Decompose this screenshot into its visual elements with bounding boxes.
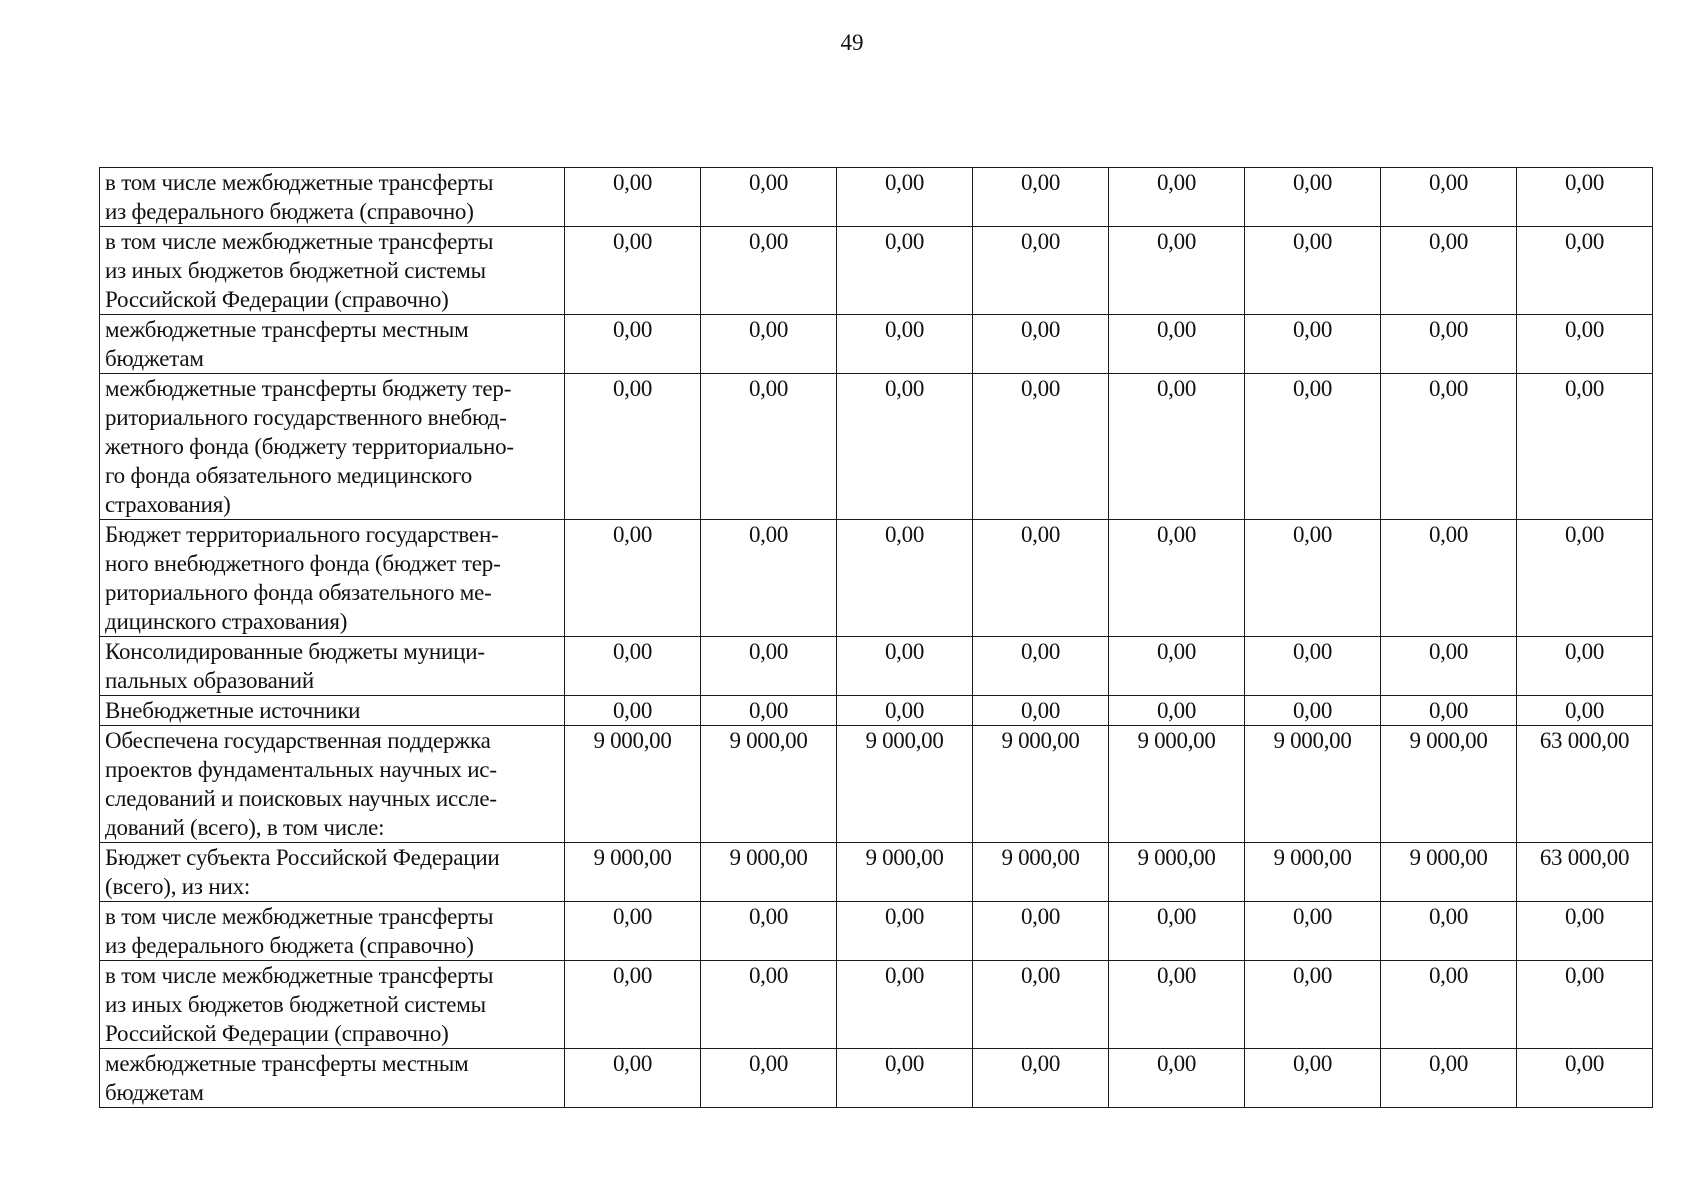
value-cell: 9 000,00 [701, 726, 837, 843]
row-label-line: в том числе межбюджетные трансферты [105, 170, 494, 195]
value-cell: 0,00 [1381, 902, 1517, 961]
value-cell: 0,00 [565, 520, 701, 637]
value-cell: 0,00 [565, 227, 701, 315]
value-cell: 0,00 [701, 168, 837, 227]
value-cell: 0,00 [837, 961, 973, 1049]
value-cell: 0,00 [1245, 374, 1381, 520]
table-row [100, 227, 1653, 315]
value-cell: 0,00 [973, 374, 1109, 520]
row-label-cell [100, 315, 565, 374]
row-label-line: межбюджетные трансферты местным [105, 317, 469, 342]
row-label-line: страхования) [105, 492, 231, 517]
value-cell: 0,00 [701, 374, 837, 520]
value-cell: 0,00 [973, 168, 1109, 227]
value-cell: 0,00 [973, 227, 1109, 315]
row-label-cell [100, 168, 565, 227]
value-cell: 9 000,00 [837, 726, 973, 843]
table-row [100, 520, 1653, 637]
row-label-cell [100, 637, 565, 696]
value-cell: 0,00 [973, 961, 1109, 1049]
value-cell: 9 000,00 [973, 726, 1109, 843]
value-cell: 0,00 [565, 374, 701, 520]
row-label-cell [100, 961, 565, 1049]
value-cell: 9 000,00 [1245, 843, 1381, 902]
value-cell: 0,00 [701, 1049, 837, 1108]
value-cell: 0,00 [1517, 961, 1653, 1049]
value-cell: 0,00 [1517, 637, 1653, 696]
row-label-line: Российской Федерации (справочно) [105, 287, 449, 312]
value-cell: 0,00 [1109, 315, 1245, 374]
row-label-line: межбюджетные трансферты местным [105, 1051, 469, 1076]
row-label-line: бюджетам [105, 346, 204, 371]
row-label-cell [100, 227, 565, 315]
value-cell: 0,00 [973, 696, 1109, 726]
value-cell: 0,00 [701, 227, 837, 315]
value-cell: 9 000,00 [1381, 726, 1517, 843]
table-row [100, 961, 1653, 1049]
value-cell: 0,00 [565, 902, 701, 961]
row-label-line: дований (всего), в том числе: [105, 815, 385, 840]
value-cell: 0,00 [1109, 168, 1245, 227]
value-cell: 9 000,00 [565, 843, 701, 902]
row-label-cell [100, 1049, 565, 1108]
value-cell: 0,00 [1109, 902, 1245, 961]
table-row [100, 726, 1653, 843]
value-cell: 0,00 [1109, 696, 1245, 726]
value-cell: 0,00 [1109, 637, 1245, 696]
value-cell: 0,00 [1245, 168, 1381, 227]
row-label-cell [100, 843, 565, 902]
value-cell: 0,00 [1109, 1049, 1245, 1108]
row-label-cell [100, 520, 565, 637]
row-label-cell [100, 374, 565, 520]
row-label-line: межбюджетные трансферты бюджету тер- [105, 376, 512, 401]
value-cell: 0,00 [701, 315, 837, 374]
table-row [100, 696, 1653, 726]
value-cell: 0,00 [837, 637, 973, 696]
value-cell: 0,00 [1381, 637, 1517, 696]
value-cell: 0,00 [701, 961, 837, 1049]
value-cell: 9 000,00 [837, 843, 973, 902]
value-cell: 0,00 [1109, 227, 1245, 315]
value-cell: 0,00 [837, 227, 973, 315]
row-label-line: риториального фонда обязательного ме- [105, 580, 492, 605]
value-cell: 0,00 [1245, 696, 1381, 726]
value-cell: 0,00 [1517, 315, 1653, 374]
value-cell: 0,00 [1381, 168, 1517, 227]
value-cell: 0,00 [837, 315, 973, 374]
table-row [100, 637, 1653, 696]
table-row [100, 374, 1653, 520]
value-cell: 9 000,00 [1245, 726, 1381, 843]
row-label-line: бюджетам [105, 1080, 204, 1105]
row-label-line: из федерального бюджета (справочно) [105, 933, 474, 958]
value-cell: 0,00 [701, 637, 837, 696]
row-label-line: Бюджет территориального государствен- [105, 522, 499, 547]
value-cell: 0,00 [1517, 168, 1653, 227]
value-cell: 63 000,00 [1517, 726, 1653, 843]
value-cell: 0,00 [837, 1049, 973, 1108]
value-cell: 0,00 [701, 696, 837, 726]
value-cell: 0,00 [1245, 637, 1381, 696]
value-cell: 0,00 [837, 696, 973, 726]
value-cell: 9 000,00 [1109, 843, 1245, 902]
value-cell: 0,00 [1381, 520, 1517, 637]
row-label-line: в том числе межбюджетные трансферты [105, 229, 494, 254]
table-row [100, 315, 1653, 374]
value-cell: 0,00 [1245, 227, 1381, 315]
row-label-line: Внебюджетные источники [105, 698, 361, 723]
value-cell: 0,00 [1517, 520, 1653, 637]
budget-table [99, 167, 1653, 1108]
value-cell: 0,00 [1517, 1049, 1653, 1108]
value-cell: 0,00 [1245, 902, 1381, 961]
value-cell: 0,00 [1245, 315, 1381, 374]
row-label-line: из иных бюджетов бюджетной системы [105, 992, 486, 1017]
row-label-line: пальных образований [105, 668, 314, 693]
value-cell: 0,00 [1109, 961, 1245, 1049]
value-cell: 0,00 [565, 696, 701, 726]
value-cell: 0,00 [837, 902, 973, 961]
value-cell: 0,00 [565, 1049, 701, 1108]
row-label-line: из иных бюджетов бюджетной системы [105, 258, 486, 283]
row-label-line: го фонда обязательного медицинского [105, 463, 473, 488]
value-cell: 0,00 [1245, 961, 1381, 1049]
table-row [100, 843, 1653, 902]
row-label-line: риториального государственного внебюд- [105, 405, 507, 430]
row-label-line: Обеспечена государственная поддержка [105, 728, 491, 753]
row-label-line: проектов фундаментальных научных ис- [105, 757, 497, 782]
value-cell: 0,00 [1517, 902, 1653, 961]
row-label-line: Российской Федерации (справочно) [105, 1021, 449, 1046]
value-cell: 0,00 [1381, 315, 1517, 374]
table-row [100, 902, 1653, 961]
value-cell: 0,00 [1381, 696, 1517, 726]
row-label-cell [100, 726, 565, 843]
value-cell: 0,00 [565, 961, 701, 1049]
value-cell: 9 000,00 [973, 843, 1109, 902]
row-label-line: в том числе межбюджетные трансферты [105, 904, 494, 929]
value-cell: 0,00 [565, 168, 701, 227]
value-cell: 0,00 [973, 315, 1109, 374]
table-row [100, 168, 1653, 227]
table-body [100, 168, 1653, 1108]
value-cell: 0,00 [1109, 374, 1245, 520]
row-label-line: в том числе межбюджетные трансферты [105, 963, 494, 988]
row-label-line: Консолидированные бюджеты муници- [105, 639, 485, 664]
page-number: 49 [840, 30, 864, 55]
value-cell: 0,00 [701, 520, 837, 637]
value-cell: 0,00 [565, 637, 701, 696]
value-cell: 0,00 [837, 520, 973, 637]
value-cell: 0,00 [1517, 696, 1653, 726]
value-cell: 0,00 [1381, 961, 1517, 1049]
value-cell: 9 000,00 [1109, 726, 1245, 843]
value-cell: 63 000,00 [1517, 843, 1653, 902]
row-label-line: из федерального бюджета (справочно) [105, 199, 474, 224]
value-cell: 0,00 [973, 902, 1109, 961]
value-cell: 0,00 [1381, 374, 1517, 520]
value-cell: 0,00 [973, 520, 1109, 637]
value-cell: 0,00 [701, 902, 837, 961]
row-label-line: (всего), из них: [105, 874, 251, 899]
value-cell: 0,00 [837, 374, 973, 520]
row-label-cell [100, 696, 565, 726]
value-cell: 0,00 [973, 1049, 1109, 1108]
value-cell: 9 000,00 [565, 726, 701, 843]
value-cell: 0,00 [1381, 227, 1517, 315]
value-cell: 9 000,00 [1381, 843, 1517, 902]
value-cell: 0,00 [1109, 520, 1245, 637]
value-cell: 0,00 [1517, 227, 1653, 315]
value-cell: 0,00 [973, 637, 1109, 696]
value-cell: 0,00 [1245, 520, 1381, 637]
value-cell: 0,00 [565, 315, 701, 374]
value-cell: 0,00 [1381, 1049, 1517, 1108]
row-label-line: следований и поисковых научных иссле- [105, 786, 497, 811]
row-label-cell [100, 902, 565, 961]
table-row [100, 1049, 1653, 1108]
value-cell: 9 000,00 [701, 843, 837, 902]
row-label-line: ного внебюджетного фонда (бюджет тер- [105, 551, 501, 576]
row-label-line: дицинского страхования) [105, 609, 348, 634]
value-cell: 0,00 [1245, 1049, 1381, 1108]
row-label-line: жетного фонда (бюджету территориально- [105, 434, 514, 459]
row-label-line: Бюджет субъекта Российской Федерации [105, 845, 500, 870]
value-cell: 0,00 [1517, 374, 1653, 520]
value-cell: 0,00 [837, 168, 973, 227]
